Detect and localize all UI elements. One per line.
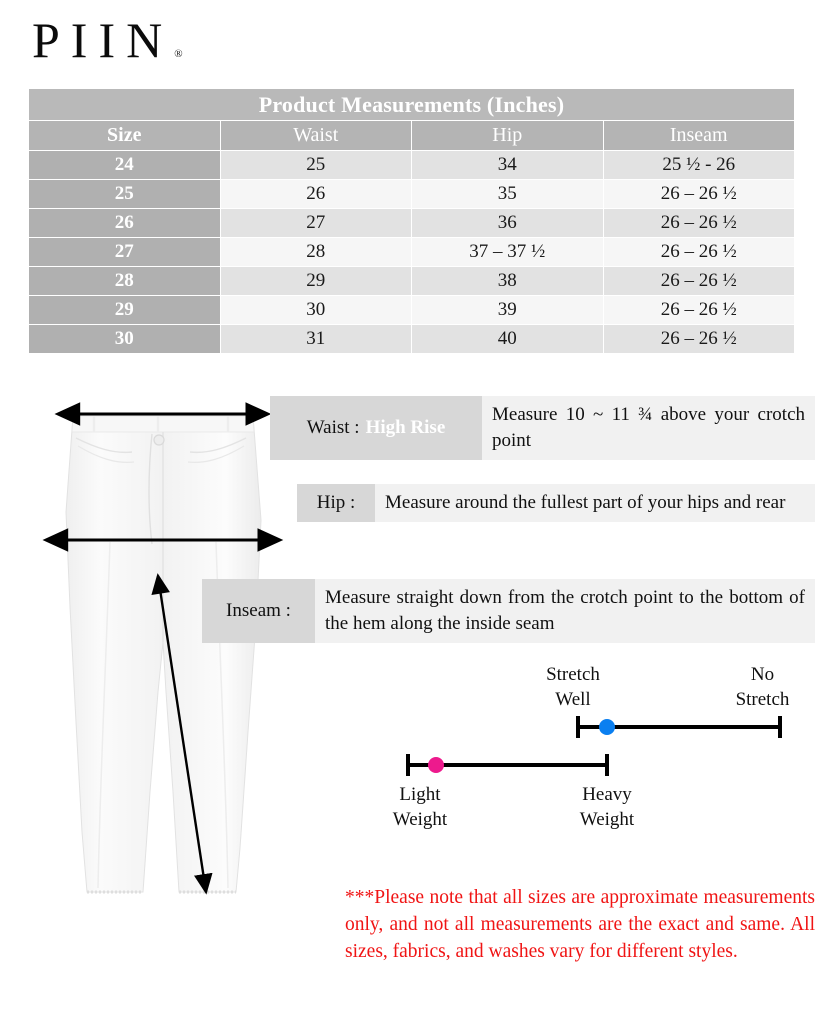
stretch-scale-cap-left xyxy=(576,716,580,738)
measure-row-hip xyxy=(297,484,815,522)
weight-right-line1: Heavy xyxy=(582,784,632,805)
table-row xyxy=(29,325,795,354)
measure-row-inseam xyxy=(202,579,815,643)
cell-waist: 30 xyxy=(220,296,412,325)
column-header-inseam: Inseam xyxy=(603,121,795,151)
table-title-row xyxy=(29,89,795,121)
measure-label-inseam xyxy=(202,579,315,643)
measure-desc-hip: Measure around the fullest part of your hips and rear xyxy=(375,484,815,522)
measure-label-hip-text: Hip : xyxy=(316,492,356,513)
weight-scale-track[interactable] xyxy=(406,752,609,778)
stretch-scale-track[interactable] xyxy=(576,714,782,740)
weight-scale xyxy=(330,752,645,842)
weight-left-line1: Light xyxy=(399,784,441,805)
cell-waist: 27 xyxy=(220,209,412,238)
stretch-scale-knob[interactable] xyxy=(599,719,615,735)
weight-left-line2: Weight xyxy=(392,809,448,830)
measure-row-waist xyxy=(270,396,815,460)
stretch-scale-labels xyxy=(500,662,815,714)
cell-inseam: 26 – 26 ½ xyxy=(603,238,795,267)
measure-desc-inseam: Measure straight down from the crotch point to the bottom of the hem along the inside seam xyxy=(315,579,815,643)
cell-waist: 26 xyxy=(220,180,412,209)
cell-inseam: 26 – 26 ½ xyxy=(603,209,795,238)
cell-hip: 37 – 37 ½ xyxy=(412,238,604,267)
column-header-hip: Hip xyxy=(412,121,604,151)
disclaimer-note: ***Please note that all sizes are approximate measurements only, and not all measurements are the exact and same. All sizes, fabrics, and washes vary for different styles. xyxy=(345,887,815,962)
table-header-row xyxy=(29,121,795,151)
weight-scale-left-label xyxy=(372,782,468,832)
table-row xyxy=(29,180,795,209)
cell-inseam: 26 – 26 ½ xyxy=(603,325,795,354)
cell-size: 26 xyxy=(29,209,221,238)
jeans-illustration xyxy=(40,392,290,922)
table-row xyxy=(29,238,795,267)
column-header-size: Size xyxy=(29,121,221,151)
cell-inseam: 26 – 26 ½ xyxy=(603,180,795,209)
weight-scale-cap-right xyxy=(605,754,609,776)
stretch-scale-cap-right xyxy=(778,716,782,738)
size-chart-table xyxy=(28,88,795,354)
stretch-left-line1: Stretch xyxy=(546,664,600,685)
measure-label-hip xyxy=(297,484,375,522)
cell-size: 24 xyxy=(29,151,221,180)
stretch-right-line2: Stretch xyxy=(735,689,790,710)
cell-size: 29 xyxy=(29,296,221,325)
weight-scale-right-label xyxy=(552,782,662,832)
cell-waist: 29 xyxy=(220,267,412,296)
cell-size: 28 xyxy=(29,267,221,296)
stretch-scale xyxy=(500,662,815,742)
weight-scale-labels xyxy=(330,782,645,834)
jeans-figure xyxy=(40,392,290,922)
weight-right-line2: Weight xyxy=(579,809,635,830)
cell-waist: 31 xyxy=(220,325,412,354)
registered-trademark-icon: ® xyxy=(174,48,183,60)
measure-label-waist-text: Waist : xyxy=(306,417,360,438)
measure-rise-badge: High Rise xyxy=(365,417,446,438)
cell-hip: 40 xyxy=(412,325,604,354)
stretch-right-line1: No xyxy=(750,664,775,685)
cell-hip: 39 xyxy=(412,296,604,325)
table-row xyxy=(29,267,795,296)
cell-inseam: 26 – 26 ½ xyxy=(603,296,795,325)
cell-waist: 28 xyxy=(220,238,412,267)
cell-size: 25 xyxy=(29,180,221,209)
table-title: Product Measurements (Inches) xyxy=(29,89,795,121)
cell-waist: 25 xyxy=(220,151,412,180)
measure-label-waist xyxy=(270,396,482,460)
cell-size: 27 xyxy=(29,238,221,267)
table-row xyxy=(29,151,795,180)
measure-desc-waist: Measure 10 ~ 11 ¾ above your crotch point xyxy=(482,396,815,460)
stretch-left-line2: Well xyxy=(555,689,591,710)
stretch-scale-left-label xyxy=(518,662,628,712)
cell-hip: 38 xyxy=(412,267,604,296)
brand-wordmark: PIIN xyxy=(32,12,174,68)
cell-hip: 36 xyxy=(412,209,604,238)
cell-hip: 35 xyxy=(412,180,604,209)
table-row xyxy=(29,209,795,238)
cell-inseam: 26 – 26 ½ xyxy=(603,267,795,296)
weight-scale-knob[interactable] xyxy=(428,757,444,773)
cell-size: 30 xyxy=(29,325,221,354)
cell-hip: 34 xyxy=(412,151,604,180)
column-header-waist: Waist xyxy=(220,121,412,151)
jeans-body xyxy=(66,416,261,892)
measure-label-inseam-text: Inseam : xyxy=(226,600,291,621)
brand-logo xyxy=(32,14,183,66)
table-row xyxy=(29,296,795,325)
cell-inseam: 25 ½ - 26 xyxy=(603,151,795,180)
stretch-scale-right-label xyxy=(710,662,815,712)
weight-scale-cap-left xyxy=(406,754,410,776)
